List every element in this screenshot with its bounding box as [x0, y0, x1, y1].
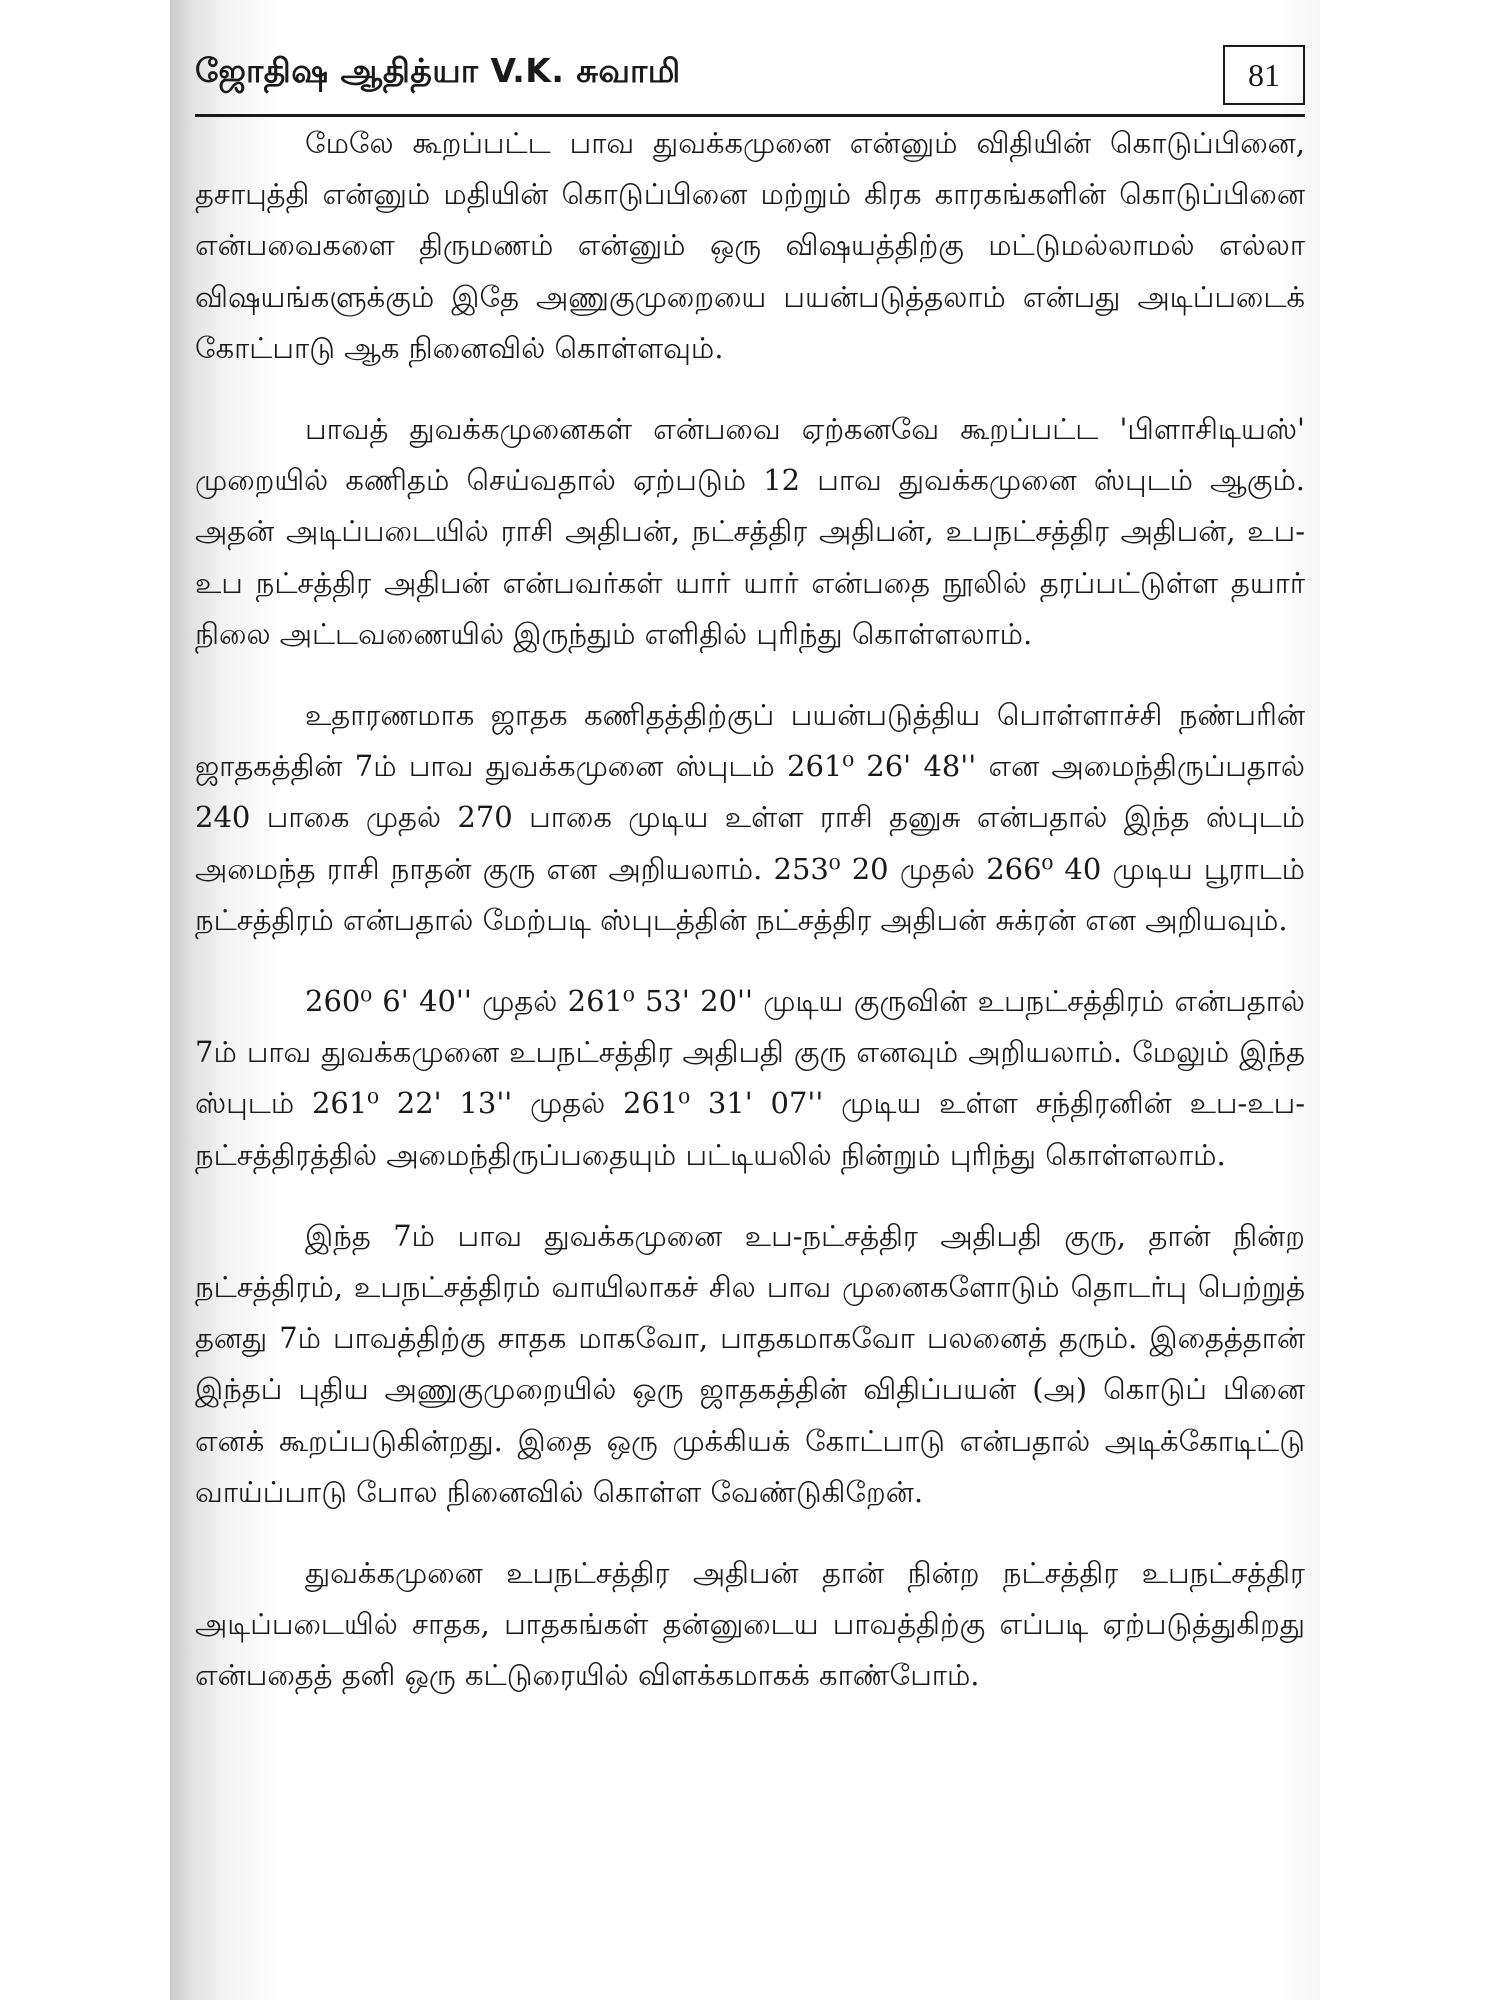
header-rule	[195, 114, 1305, 117]
page-number: 81	[1223, 45, 1305, 105]
paragraph-2: பாவத் துவக்கமுனைகள் என்பவை ஏற்கனவே கூறப்பட்ட 'பிளாசிடியஸ்' முறையில் கணிதம் செய்வதால் ஏற்படும் 12 பாவ துவக்கமுனை ஸ்புடம் ஆகும். அதன் அடிப்படையில் ராசி அதிபன், நட்சத்திர அதிபன், உபநட்சத்திர அதிபன், உப-உப நட்சத்திர அதிபன் என்பவர்கள் யார் யார் என்பதை நூலில் தரப்பட்டுள்ள தயார் நிலை அட்டவணையில் இருந்தும் எளிதில் புரிந்து கொள்ளலாம்.	[195, 412, 1305, 651]
paragraph-5: இந்த 7ம் பாவ துவக்கமுனை உப-நட்சத்திர அதிபதி குரு, தான் நின்ற நட்சத்திரம், உபநட்சத்திரம் வாயிலாகச் சில பாவ முனைகளோடும் தொடர்பு பெற்றுத் தனது 7ம் பாவத்திற்கு சாதக மாகவோ, பாதகமாகவோ பலனைத் தரும். இதைத்தான் இந்தப் புதிய அணுகுமுறையில் ஒரு ஜாதகத்தின் விதிப்பயன் (அ) கொடுப் பினை எனக் கூறப்படுகின்றது. இதை ஒரு முக்கியக் கோட்பாடு என்பதால் அடிக்கோடிட்டு வாய்ப்பாடு போல நினைவில் கொள்ள வேண்டுகிறேன்.	[195, 1218, 1305, 1509]
page-header	[195, 45, 1305, 115]
paragraph-3: உதாரணமாக ஜாதக கணிதத்திற்குப் பயன்படுத்திய பொள்ளாச்சி நண்பரின் ஜாதகத்தின் 7ம் பாவ துவக்கமுனை ஸ்புடம் 261⁰ 26' 48'' என அமைந்திருப்பதால் 240 பாகை முதல் 270 பாகை முடிய உள்ள ராசி தனுசு என்பதால் இந்த ஸ்புடம் அமைந்த ராசி நாதன் குரு என அறியலாம். 253⁰ 20 முதல் 266⁰ 40 முடிய பூராடம் நட்சத்திரம் என்பதால் மேற்படி ஸ்புடத்தின் நட்சத்திர அதிபன் சுக்ரன் என அறியவும்.	[195, 698, 1305, 937]
paragraph-6: துவக்கமுனை உபநட்சத்திர அதிபன் தான் நின்ற நட்சத்திர உபநட்சத்திர அடிப்படையில் சாதக, பாதகங்கள் தன்னுடைய பாவத்திற்கு எப்படி ஏற்படுத்துகிறது என்பதைத் தனி ஒரு கட்டுரையில் விளக்கமாகக் காண்போம்.	[195, 1556, 1305, 1693]
paragraph-1: மேலே கூறப்பட்ட பாவ துவக்கமுனை என்னும் விதியின் கொடுப்பினை, தசாபுத்தி என்னும் மதியின் கொடுப்பினை மற்றும் கிரக காரகங்களின் கொடுப்பினை என்பவைகளை திருமணம் என்னும் ஒரு விஷயத்திற்கு மட்டுமல்லாமல் எல்லா விஷயங்களுக்கும் இதே அணுகுமுறையை பயன்படுத்தலாம் என்பது அடிப்படைக் கோட்பாடு ஆக நினைவில் கொள்ளவும்.	[195, 126, 1305, 365]
paragraph-4: 260⁰ 6' 40'' முதல் 261⁰ 53' 20'' முடிய குருவின் உபநட்சத்திரம் என்பதால் 7ம் பாவ துவக்கமுனை உபநட்சத்திர அதிபதி குரு எனவும் அறியலாம். மேலும் இந்த ஸ்புடம் 261⁰ 22' 13'' முதல் 261⁰ 31' 07'' முடிய உள்ள சந்திரனின் உப-உப-நட்சத்திரத்தில் அமைந்திருப்பதையும் பட்டியலில் நின்றும் புரிந்து கொள்ளலாம்.	[195, 984, 1305, 1172]
body-text	[195, 118, 1305, 1732]
running-title: ஜோதிஷ ஆதித்யா V.K. சுவாமி	[195, 51, 681, 90]
